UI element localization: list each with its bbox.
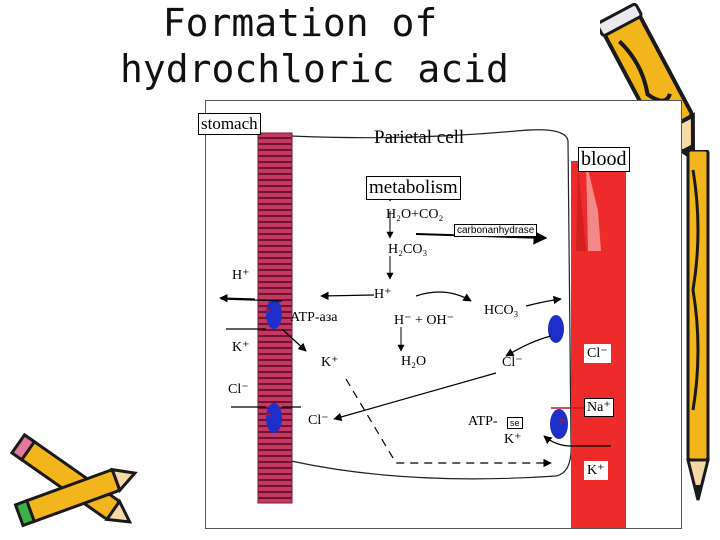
cl-minus-blood-label: Cl⁻ [584, 344, 611, 363]
carbonanhydrase-label: carbonanhydrase [454, 224, 537, 237]
atp-ase-right-label: ATP- [468, 414, 498, 429]
h-oh-label: H⁻ + OH⁻ [394, 313, 455, 328]
h2o-label: H₂O [401, 354, 427, 369]
k-plus-mid-label: K⁺ [321, 355, 339, 370]
cl-minus-mid-label: Cl⁻ [502, 355, 523, 370]
h2o-co2-label: H₂O+CO₂ [386, 207, 444, 222]
pencil-icon [0, 430, 140, 540]
atp-ase-right-suffix: se [507, 417, 523, 429]
blood-side-exchanger [548, 315, 564, 343]
cl-minus-lower-label: Cl⁻ [308, 413, 329, 428]
k-plus-left-label: K⁺ [232, 340, 250, 355]
page-title [120, 0, 509, 92]
diagram-frame [201, 100, 682, 529]
h-plus-left-label: H⁺ [232, 268, 250, 283]
na-plus-label: Na⁺ [584, 398, 614, 417]
pump-plus-bottom: + [264, 408, 272, 423]
hco3-label: HCO₃ [484, 303, 519, 318]
h2co3-label: H₂CO₃ [388, 242, 428, 257]
title-line-1: Formation of [162, 1, 438, 45]
atp-ase-left-label: ATP-аза [290, 310, 338, 325]
k-plus-right-label: K⁺ [504, 432, 522, 447]
pump-plus-top: + [264, 304, 272, 319]
stomach-label: stomach [198, 113, 261, 135]
pencil-icon [678, 150, 718, 510]
h-plus-mid-label: H⁺ [374, 287, 392, 302]
title-line-2: hydrochloric acid [120, 47, 509, 91]
cl-minus-left-label: Cl⁻ [228, 382, 249, 397]
parietal-cell-label: Parietal cell [374, 127, 465, 148]
blood-label: blood [578, 147, 630, 172]
k-plus-blood-label: K⁺ [584, 461, 608, 480]
pump-plus-right: + [558, 414, 566, 429]
metabolism-label: metabolism [366, 176, 461, 200]
